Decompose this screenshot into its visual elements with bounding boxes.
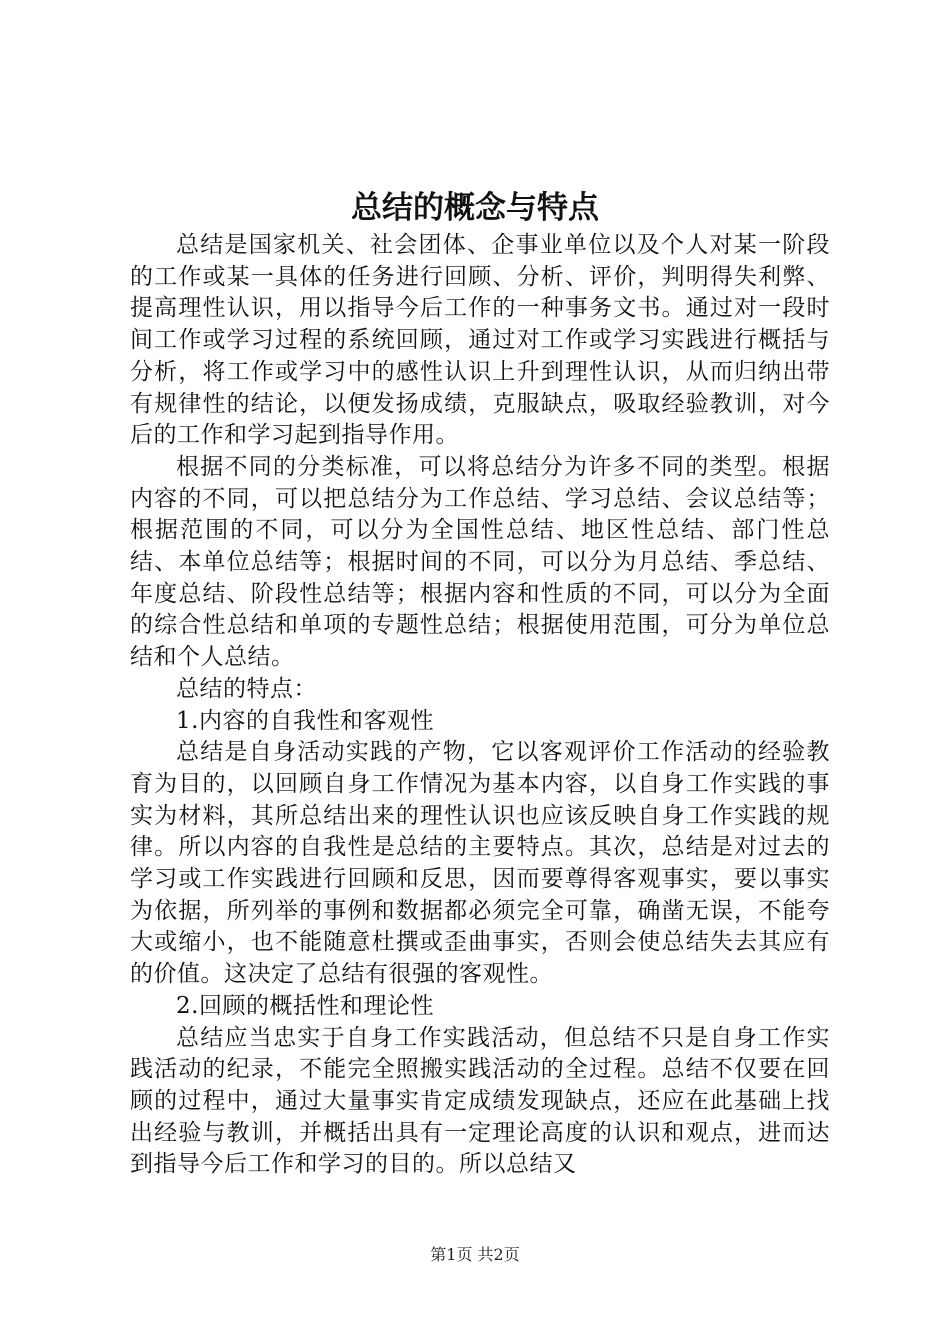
page-number-footer: 第1页 共2页 <box>430 1245 520 1264</box>
types-paragraph: 根据不同的分类标准，可以将总结分为许多不同的类型。根据内容的不同，可以把总结分为工作总结、学习总结、会议总结等；根据范围的不同，可以分为全国性总结、地区性总结、部门性总结、本单位总结等；根据时间的不同，可以分为月总结、季总结、年度总结、阶段性总结等；根据内容和性质的不同，可以分为全面的综合性总结和单项的专题性总结；根据使用范围，可分为单位总结和个人总结。 <box>130 453 830 671</box>
features-heading: 总结的特点： <box>176 675 317 702</box>
feature-1-heading: 1.内容的自我性和客观性 <box>176 707 434 734</box>
feature-2-paragraph: 总结应当忠实于自身工作实践活动，但总结不只是自身工作实践活动的纪录，不能完全照搬实践活动的全过程。总结不仅要在回顾的过程中，通过大量事实肯定成绩发现缺点，还应在此基础上找出经验与教训，并概括出具有一定理论高度的认识和观点，进而达到指导今后工作和学习的目的。所以总结又 <box>130 1024 830 1178</box>
page-title: 总结的概念与特点 <box>351 190 599 226</box>
feature-1-paragraph: 总结是自身活动实践的产物，它以客观评价工作活动的经验教育为目的，以回顾自身工作情况为基本内容，以自身工作实践的事实为材料，其所总结出来的理性认识也应该反映自身工作实践的规律。所以内容的自我性是总结的主要特点。其次，总结是对过去的学习或工作实践进行回顾和反思，因而要尊得客观事实，要以事实为依据，所列举的事例和数据都必须完全可靠，确凿无误，不能夸大或缩小，也不能随意杜撰或歪曲事实，否则会使总结失去其应有的价值。这决定了总结有很强的客观性。 <box>130 739 830 988</box>
intro-paragraph: 总结是国家机关、社会团体、企事业单位以及个人对某一阶段的工作或某一具体的任务进行回顾、分析、评价，判明得失利弊、提高理性认识，用以指导今后工作的一种事务文书。通过对一段时间工作或学习过程的系统回顾，通过对工作或学习实践进行概括与分析，将工作或学习中的感性认识上升到理性认识，从而归纳出带有规律性的结论，以便发扬成绩，克服缺点，吸取经验教训，对今后的工作和学习起到指导作用。 <box>130 232 830 449</box>
feature-2-heading: 2.回顾的概括性和理论性 <box>176 992 434 1019</box>
document-body <box>130 230 830 1181</box>
